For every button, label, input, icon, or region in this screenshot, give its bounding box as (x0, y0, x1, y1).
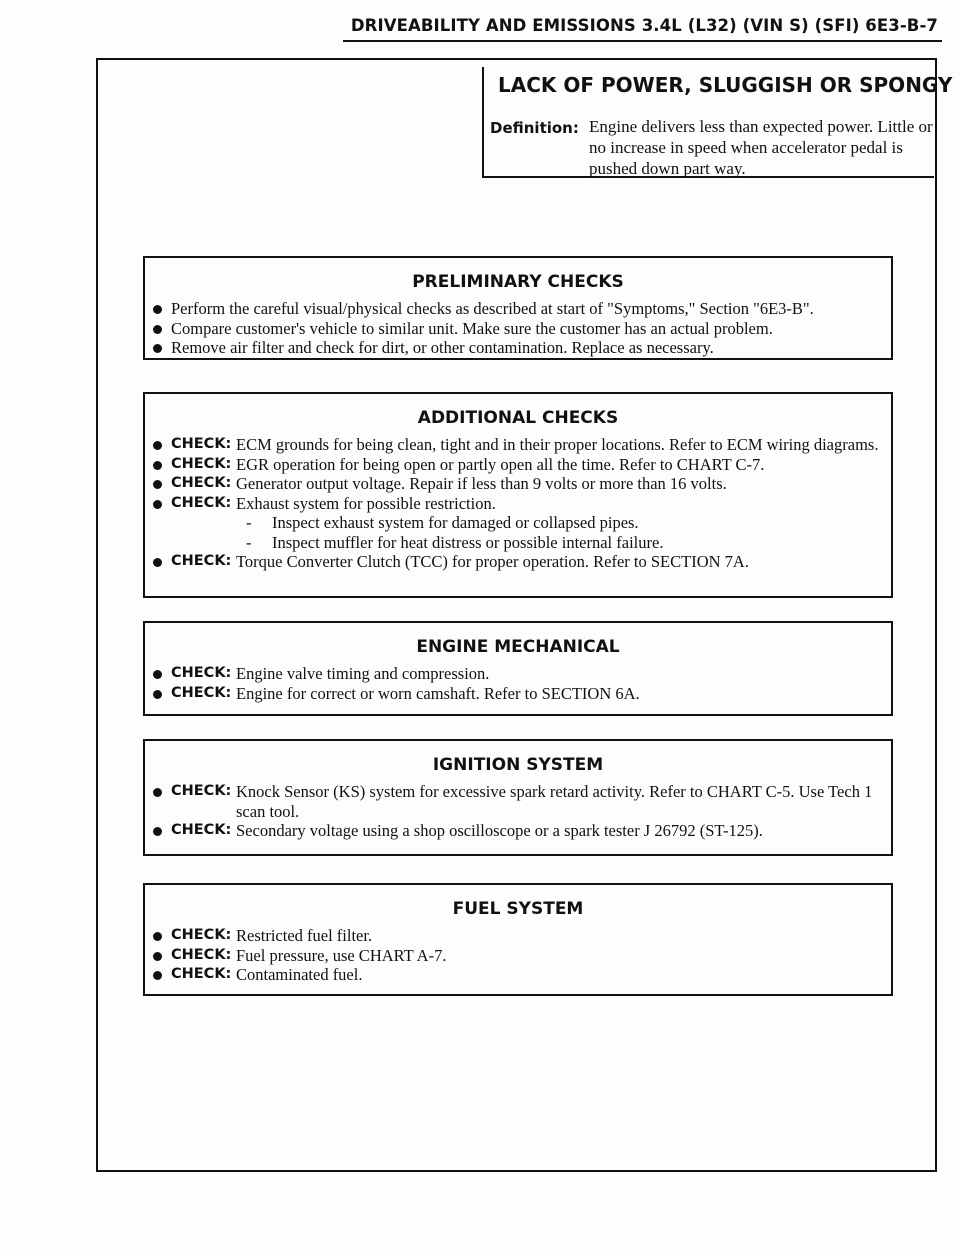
check-item (145, 494, 891, 514)
check-text: Torque Converter Clutch (TCC) for proper operation. Refer to SECTION 7A. (236, 552, 749, 571)
check-item (145, 965, 891, 985)
bullet-icon (153, 480, 162, 489)
list-item (145, 338, 891, 358)
check-label: CHECK: (171, 684, 232, 701)
additional-checks-title: ADDITIONAL CHECKS (417, 408, 619, 428)
check-text: Generator output voltage. Repair if less than 9 volts or more than 16 volts. (236, 474, 727, 493)
check-item (145, 684, 891, 704)
dash-icon: - (246, 532, 252, 552)
check-label: CHECK: (171, 927, 232, 943)
check-label: CHECK: (171, 665, 232, 681)
page-frame (96, 58, 937, 1172)
bullet-icon (153, 558, 162, 567)
check-label: CHECK: (171, 946, 232, 963)
check-label: CHECK: (171, 436, 232, 452)
list-item (145, 299, 891, 319)
check-label: CHECK: (171, 783, 232, 799)
bullet-icon (153, 932, 162, 941)
check-text: Exhaust system for possible restriction. (236, 493, 496, 513)
header-rule (343, 40, 942, 42)
engine-mechanical-title: ENGINE MECHANICAL (416, 637, 620, 657)
item-text: Compare customer's vehicle to similar unit. Make sure the customer has an actual problem. (171, 318, 773, 338)
check-text: Engine valve timing and compression. (236, 664, 490, 683)
fuel-system-box (143, 883, 893, 996)
ignition-system-title: IGNITION SYSTEM (432, 755, 604, 775)
check-text: EGR operation for being open or partly open all the time. Refer to CHART C-7. (236, 454, 765, 474)
sub-item-text: Inspect exhaust system for damaged or collapsed pipes. (272, 513, 639, 532)
check-item (145, 782, 891, 821)
preliminary-checks-title: PRELIMINARY CHECKS (412, 272, 624, 292)
definition-label: Definition: (490, 119, 579, 137)
check-label: CHECK: (171, 455, 232, 472)
bullet-icon (153, 670, 162, 679)
bullet-icon (153, 788, 162, 797)
list-item (145, 319, 891, 339)
check-item (145, 926, 891, 946)
bullet-icon (153, 971, 162, 980)
sub-item (246, 513, 891, 533)
check-item (145, 664, 891, 684)
check-item (145, 455, 891, 475)
definition-text: Engine delivers less than expected power. Little or no increase in speed when accelerator pedal is pushed down part way. (589, 117, 933, 178)
check-label: CHECK: (171, 966, 232, 982)
bullet-icon (153, 305, 162, 314)
check-text: ECM grounds for being clean, tight and in their proper locations. Refer to ECM wiring diagrams. (236, 435, 879, 454)
check-label: CHECK: (171, 475, 232, 491)
item-text: Perform the careful visual/physical checks as described at start of "Symptoms," Section "6E3-B". (171, 299, 814, 318)
bullet-icon (153, 344, 162, 353)
bullet-icon (153, 500, 162, 509)
check-item (145, 435, 891, 455)
check-text: Knock Sensor (KS) system for excessive spark retard activity. Refer to CHART C-5. Use Tech 1 scan tool. (236, 782, 873, 821)
page-header: DRIVEABILITY AND EMISSIONS 3.4L (L32) (VIN S) (SFI) 6E3-B-7 (350, 16, 938, 35)
sub-item (246, 533, 891, 553)
item-text: Remove air filter and check for dirt, or other contamination. Replace as necessary. (171, 338, 714, 357)
check-item (145, 946, 891, 966)
bullet-icon (153, 441, 162, 450)
sub-item-text: Inspect muffler for heat distress or possible internal failure. (272, 532, 664, 552)
engine-mechanical-box (143, 621, 893, 716)
bullet-icon (153, 952, 162, 961)
ignition-system-box (143, 739, 893, 856)
symptom-title: LACK OF POWER, SLUGGISH OR SPONGY (498, 73, 953, 97)
dash-icon: - (246, 513, 252, 532)
check-text: Secondary voltage using a shop oscilloscope or a spark tester J 26792 (ST-125). (236, 821, 763, 840)
check-label: CHECK: (171, 553, 232, 569)
check-item (145, 552, 891, 572)
check-label: CHECK: (171, 494, 232, 511)
check-item (145, 821, 891, 841)
bullet-icon (153, 690, 162, 699)
additional-checks-box (143, 392, 893, 598)
check-text: Fuel pressure, use CHART A-7. (236, 945, 447, 965)
check-label: CHECK: (171, 822, 232, 838)
check-text: Contaminated fuel. (236, 965, 363, 984)
check-text: Engine for correct or worn camshaft. Refer to SECTION 6A. (236, 683, 640, 703)
bullet-icon (153, 461, 162, 470)
bullet-icon (153, 827, 162, 836)
check-item (145, 474, 891, 494)
preliminary-checks-box (143, 256, 893, 360)
check-text: Restricted fuel filter. (236, 926, 373, 945)
fuel-system-title: FUEL SYSTEM (452, 899, 584, 919)
bullet-icon (153, 325, 162, 334)
